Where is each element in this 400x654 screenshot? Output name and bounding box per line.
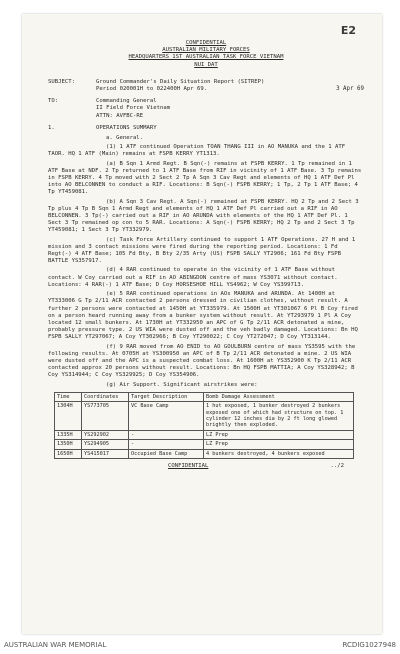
table-row [55,449,354,458]
table-row [55,440,354,449]
table-cell: 1304H [55,402,82,431]
table-cell: LZ Prep [204,440,354,449]
to-label: TO: [48,98,59,105]
table-header-row [55,392,354,401]
section-title: OPERATIONS SUMMARY [96,124,157,131]
table-cell: LZ Prep [204,430,354,439]
subject-label: SUBJECT: [48,78,75,85]
table-cell: YS773705 [82,402,129,431]
table-cell: 1350H [55,440,82,449]
to-line: Commanding General [96,98,157,105]
subject-line: Period 020001H to 022400H Apr 69. [96,86,208,93]
table-row [55,402,354,431]
classification-bottom: CONFIDENTIAL [168,462,209,469]
next-page-marker: ../2 [330,462,344,469]
airstrike-table [54,392,354,459]
to-line: II Field Force Vietnam [96,105,171,112]
subject-line: Ground Commander's Daily Situation Report (SITREP) [96,78,265,85]
archive-footer [0,636,400,654]
paragraph: (f) 9 RAR moved from AO ENID to AO GOULBURN centre of mass YS3595 with the following results. At 0705H at YS300950 an APC of B Tp 2/11 ACR detonated a mine. 2 US WIA were dusted off and the APC is a suspected combat loss. At 1600H at YS352900 K Tp 2/11 ACR contacted approx 20 persons without result. Locations: Bn HQ FSPB MATTIA; A Coy YS328942; B Coy YS314944; C Coy YS329925; D Coy YS354906. [48,343,356,379]
table-cell: YS415017 [82,449,129,458]
page-footer-line [48,463,364,471]
table-header: Target Description [129,392,204,401]
report-date: 3 Apr 69 [336,86,364,92]
to-line: ATTN: AVFBC-RE [96,112,144,119]
paragraph: (b) A Sqn 3 Cav Regt. A Sqn(-) remained at FSPB KERRY. HQ 2 Tp and 2 Sect 3 Tp plus 4 Tp B Sqn 1 Armd Regt and elements of HQ 1 ATF Def Pl carried out a RIF in AO BELCONNEN. 3 Tp(-) carried out a RIF in AO ARUNDA with elements of the HQ 1 ATF Def Pl. 1 Sect 3 Tp remained op con to 5 RAR. Locations: A Sqn(-) FSPB KERRY; HQ 2 Tp and 2 Sect 3 Tp YT459081; 1 Sect 3 Tp YT332979. [48,198,359,234]
table-header: Coordinates [82,392,129,401]
classification-top: CONFIDENTIAL [185,40,227,46]
table-cell: YS294905 [82,440,129,449]
section-heading [48,125,364,132]
table-cell: VC Base Camp [129,402,204,431]
hq-name: HEADQUARTERS 1ST AUSTRALIAN TASK FORCE VIETNAM [128,54,284,61]
paragraph: (e) 5 RAR continued operations in AOs MANUKA and ARUNDA. At 1400H at YT333006 G Tp 2/11 ACR contacted 2 persons dressed in civilian clothes, without result. A further 2 persons were contacted at 1450H at YT335979. At 1500H at YT301067 6 Pl B Coy fired on a person heard running away from a bunker system without result. At YT293979 1 Pl A Coy located 12 small bunkers. At 1730H at YT332950 an APC of G Tp 2/11 ACR detonated a mine, probably pressure type. 2 US WIA were dusted off and the veh badly damaged. Locations: Bn HQ FSPB SALLY YT297067; A Coy YT302966; B Coy YT290022; C Coy YT272047; D Coy YT313144. [48,291,358,341]
document-body [48,40,364,471]
table-cell: YS292902 [82,430,129,439]
org-name: AUSTRALIAN MILITARY FORCES [162,47,250,54]
archive-id: RCDIG1027948 [342,641,396,649]
paragraph: (g) Air Support. Significant airstrikes were: [106,381,258,388]
table-cell: - [129,430,204,439]
to-block [48,98,364,120]
archive-name: AUSTRALIAN WAR MEMORIAL [4,641,107,649]
table-cell: - [129,440,204,449]
section-number: 1. [48,124,55,131]
paragraph: (c) Task Force Artillery continued to support 1 ATF Operations. 27 H and 1 mission and 3 contact missions were fired during the reporting period. Locations: 1 Fd Regt(-) 4 ATF Base; 105 Fd Bty, B Bty 2/35 Arty (US) FSPB SALLY YT2906; 161 Fd Bty FSPB BATTLE YS357917. [48,236,356,265]
table-cell: 4 bunkers destroyed, 4 bunkers exposed [204,449,354,458]
paragraph: (d) 4 RAR continued to operate in the vicinity of 1 ATF Base without contact. W Coy carried out a RIF in AO ABINGDON centre of mass YS3071 without contact. Locations: 4 RAR(-) 1 ATF Base; D Coy HORSESHOE HILL YS4962; W Coy YS399713. [48,267,338,288]
subject-block [48,79,364,93]
table-cell: 1335H [55,430,82,439]
location: NUI DAT [194,61,218,68]
paragraph: (1) 1 ATF continued Operation TOAN THANG III in AO MANUKA and the 1 ATF TAOR. HQ 1 ATF (Main) remains at FSPB KERRY YT1313. [48,144,346,158]
table-cell: Occupied Base Camp [129,449,204,458]
table-cell: 1 hut exposed, 1 bunker destroyed 2 bunkers exposed one of which had structure on top. 1 cylinder 12 inches dia by 2 ft long glowed brightly then exploded. [204,402,354,431]
table-row [55,430,354,439]
corner-mark: E2 [340,24,356,37]
paragraph: (a) B Sqn 1 Armd Regt. B Sqn(-) remains at FSPB KERRY. 1 Tp remained in 1 ATF Base at NDF. 2 Tp returned to 1 ATF Base from RIF in vicinity of 1 ATF Base. 3 Tp remains in FSPB KERRY. 4 Tp moved with 2 Sect 2 Tp A Sqn 3 Cav Regt and elements of HQ 1 ATF Def Pl into AO BELCONNEN to conduct a RIF. Locations: B Sqn(-) FSPB KERRY; 1 Tp, 2 Tp 1 ATF Base; 4 Tp YT459081. [48,160,362,196]
sub-heading: a. General. [106,135,144,142]
table-header: Bomb Damage Assessment [204,392,354,401]
table-header: Time [55,392,82,401]
document-page [22,14,382,634]
table-cell: 1650H [55,449,82,458]
